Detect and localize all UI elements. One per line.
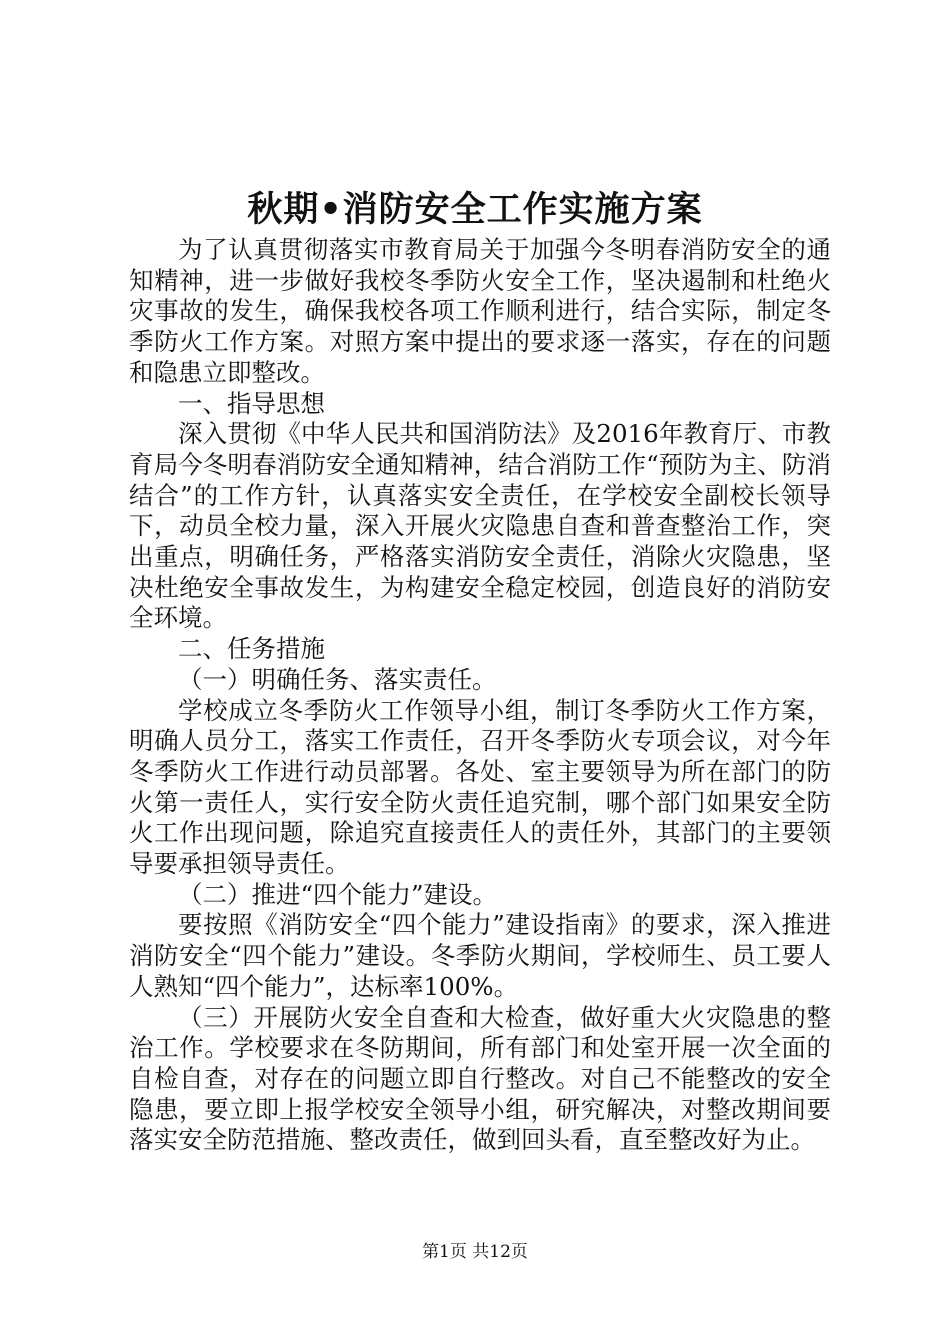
subheading-task-2: （二）推进“四个能力”建设。 [178,879,498,909]
paragraph-task-2: 要按照《消防安全“四个能力”建设指南》的要求，深入推进消防安全“四个能力”建设。冬季防火期间，学校师生、员工要人人熟知“四个能力”，达标率100%。 [129,910,831,1001]
document-body [129,235,831,1156]
heading-task-measures: 二、任务措施 [178,634,325,664]
page-footer: 第1页 共12页 [422,1242,528,1262]
heading-guiding-thought: 一、指导思想 [178,388,325,418]
document-title: 秋期•消防安全工作实施方案 [247,189,703,230]
paragraph-task-3: （三）开展防火安全自查和大检查，做好重大火灾隐患的整治工作。学校要求在冬防期间，所有部门和处室开展一次全面的自检自查，对存在的问题立即自行整改。对自己不能整改的安全隐患，要立即上报学校安全领导小组，研究解决，对整改期间要落实安全防范措施、整改责任，做到回头看，直至整改好为止。 [129,1002,831,1155]
paragraph-guiding-thought: 深入贯彻《中华人民共和国消防法》及2016年教育厅、市教育局今冬明春消防安全通知精神，结合消防工作“预防为主、防消结合”的工作方针，认真落实安全责任，在学校安全副校长领导下，动员全校力量，深入开展火灾隐患自查和普查整治工作，突出重点，明确任务，严格落实消防安全责任，消除火灾隐患，坚决杜绝安全事故发生，为构建安全稳定校园，创造良好的消防安全环境。 [129,419,831,633]
paragraph-intro: 为了认真贯彻落实市教育局关于加强今冬明春消防安全的通知精神，进一步做好我校冬季防火安全工作，坚决遏制和杜绝火灾事故的发生，确保我校各项工作顺利进行，结合实际，制定冬季防火工作方案。对照方案中提出的要求逐一落实，存在的问题和隐患立即整改。 [129,235,831,387]
subheading-task-1: （一）明确任务、落实责任。 [178,664,497,694]
paragraph-task-1: 学校成立冬季防火工作领导小组，制订冬季防火工作方案，明确人员分工，落实工作责任，召开冬季防火专项会议，对今年冬季防火工作进行动员部署。各处、室主要领导为所在部门的防火第一责任人，实行安全防火责任追究制，哪个部门如果安全防火工作出现问题，除追究直接责任人的责任外，其部门的主要领导要承担领导责任。 [129,695,831,879]
